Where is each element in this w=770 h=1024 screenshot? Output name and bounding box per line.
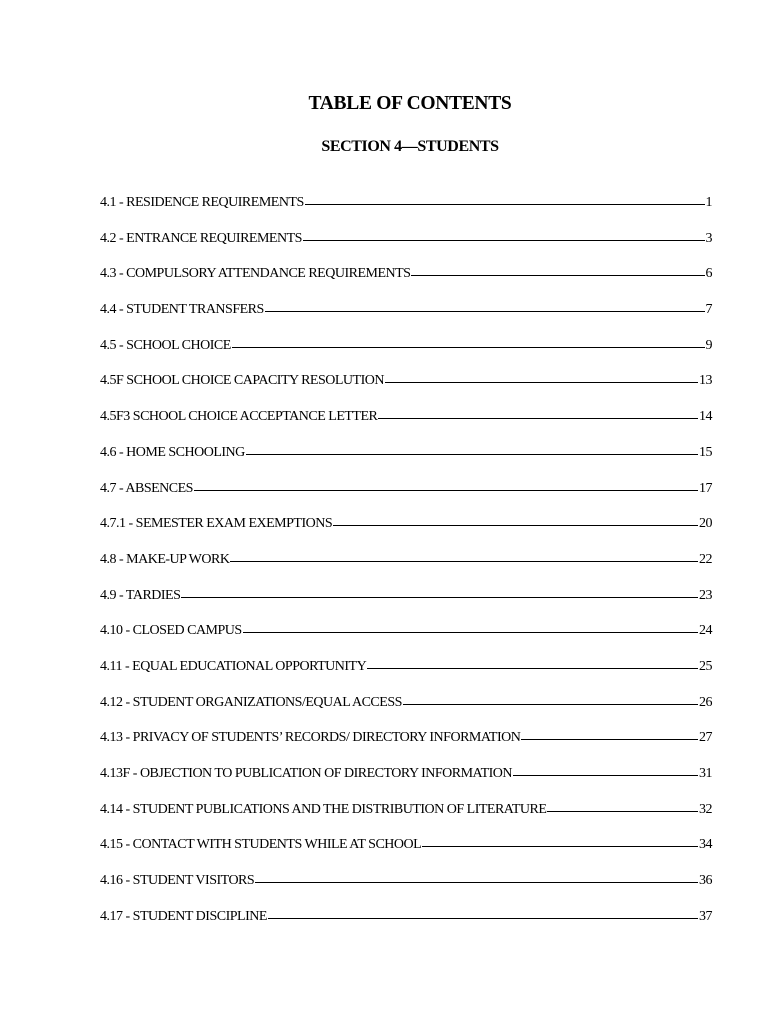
toc-entry-label: 4.8 - MAKE-UP WORK [100,551,230,567]
toc-entry-label: 4.10 - CLOSED CAMPUS [100,623,242,639]
toc-leader-line [232,347,705,348]
toc-entry[interactable] [100,266,712,302]
toc-entry-label: 4.5 - SCHOOL CHOICE [100,337,231,353]
toc-entry-label: 4.9 - TARDIES [100,587,181,603]
toc-leader-line [378,418,698,419]
toc-leader-line [422,846,698,847]
toc-entry[interactable] [100,409,712,445]
toc-entry[interactable] [100,516,712,552]
toc-entry-label: 4.14 - STUDENT PUBLICATIONS AND THE DISTRIBUTION OF LITERATURE [100,801,547,817]
toc-entry-page: 27 [699,730,712,746]
toc-entry-page: 22 [699,551,712,567]
toc-leader-line [333,525,698,526]
toc-leader-line [305,204,705,205]
toc-leader-line [230,561,698,562]
toc-entry-label: 4.2 - ENTRANCE REQUIREMENTS [100,230,302,246]
toc-entry-page: 15 [699,444,712,460]
toc-entry-label: 4.5F SCHOOL CHOICE CAPACITY RESOLUTION [100,373,384,389]
toc-entry[interactable] [100,695,712,731]
toc-entry[interactable] [100,195,712,231]
toc-entry-page: 32 [699,801,712,817]
toc-entry[interactable] [100,445,712,481]
toc-entry-label: 4.16 - STUDENT VISITORS [100,873,255,889]
section-heading: SECTION 4—STUDENTS [321,138,499,155]
toc-leader-line [246,454,698,455]
toc-entry-label: 4.13 - PRIVACY OF STUDENTS’ RECORDS/ DIRECTORY INFORMATION [100,730,521,746]
toc-entry-label: 4.17 - STUDENT DISCIPLINE [100,908,267,924]
toc-entry-page: 34 [699,837,712,853]
page-title: TABLE OF CONTENTS [308,93,512,114]
toc-entry[interactable] [100,588,712,624]
toc-entry-label: 4.13F - OBJECTION TO PUBLICATION OF DIRECTORY INFORMATION [100,766,513,781]
toc-entry[interactable] [100,481,712,517]
toc-leader-line [385,382,698,383]
toc-entry-label: 4.1 - RESIDENCE REQUIREMENTS [100,195,304,210]
toc-entry-page: 25 [699,658,712,674]
toc-entry[interactable] [100,909,712,945]
toc-entry-page: 17 [699,480,712,496]
toc-entry-page: 23 [699,587,712,603]
toc-entry-page: 24 [699,623,712,639]
toc-leader-line [243,632,698,633]
toc-entry-page: 31 [699,766,712,781]
toc-entry[interactable] [100,623,712,659]
toc-entry-page: 20 [699,516,712,532]
toc-entry[interactable] [100,802,712,838]
toc-entry-page: 3 [705,230,712,246]
toc-entry-label: 4.12 - STUDENT ORGANIZATIONS/EQUAL ACCESS [100,694,402,710]
toc-leader-line [411,275,704,276]
toc-leader-line [181,597,698,598]
toc-entry[interactable] [100,302,712,338]
toc-entry-label: 4.11 - EQUAL EDUCATIONAL OPPORTUNITY [100,658,367,674]
toc-entry-page: 13 [699,373,712,389]
toc-entry-label: 4.15 - CONTACT WITH STUDENTS WHILE AT SCHOOL [100,837,422,853]
toc-entry-label: 4.7.1 - SEMESTER EXAM EXEMPTIONS [100,516,333,532]
toc-entry-page: 6 [705,266,712,282]
toc-leader-line [513,775,698,776]
toc-entry[interactable] [100,837,712,873]
toc-entry-page: 14 [699,409,712,425]
toc-leader-line [367,668,698,669]
toc-entry[interactable] [100,766,712,802]
toc-leader-line [303,240,705,241]
toc-list [100,195,712,944]
toc-entry-page: 7 [705,302,712,318]
toc-leader-line [547,811,698,812]
toc-entry-page: 9 [705,337,712,353]
toc-entry-label: 4.6 - HOME SCHOOLING [100,444,245,460]
toc-entry[interactable] [100,231,712,267]
toc-entry-label: 4.4 - STUDENT TRANSFERS [100,302,264,318]
toc-entry[interactable] [100,373,712,409]
toc-leader-line [268,918,698,919]
toc-entry[interactable] [100,552,712,588]
toc-leader-line [255,882,698,883]
toc-entry[interactable] [100,873,712,909]
toc-entry-page: 1 [705,195,712,210]
toc-entry[interactable] [100,338,712,374]
toc-leader-line [265,311,705,312]
toc-leader-line [521,739,698,740]
toc-leader-line [403,704,698,705]
toc-entry-label: 4.5F3 SCHOOL CHOICE ACCEPTANCE LETTER [100,409,378,425]
toc-leader-line [194,490,698,491]
toc-entry-label: 4.7 - ABSENCES [100,480,193,496]
toc-entry[interactable] [100,730,712,766]
toc-entry-page: 37 [699,908,712,924]
toc-entry[interactable] [100,659,712,695]
toc-entry-page: 36 [699,873,712,889]
toc-entry-page: 26 [699,694,712,710]
toc-entry-label: 4.3 - COMPULSORY ATTENDANCE REQUIREMENTS [100,266,411,282]
